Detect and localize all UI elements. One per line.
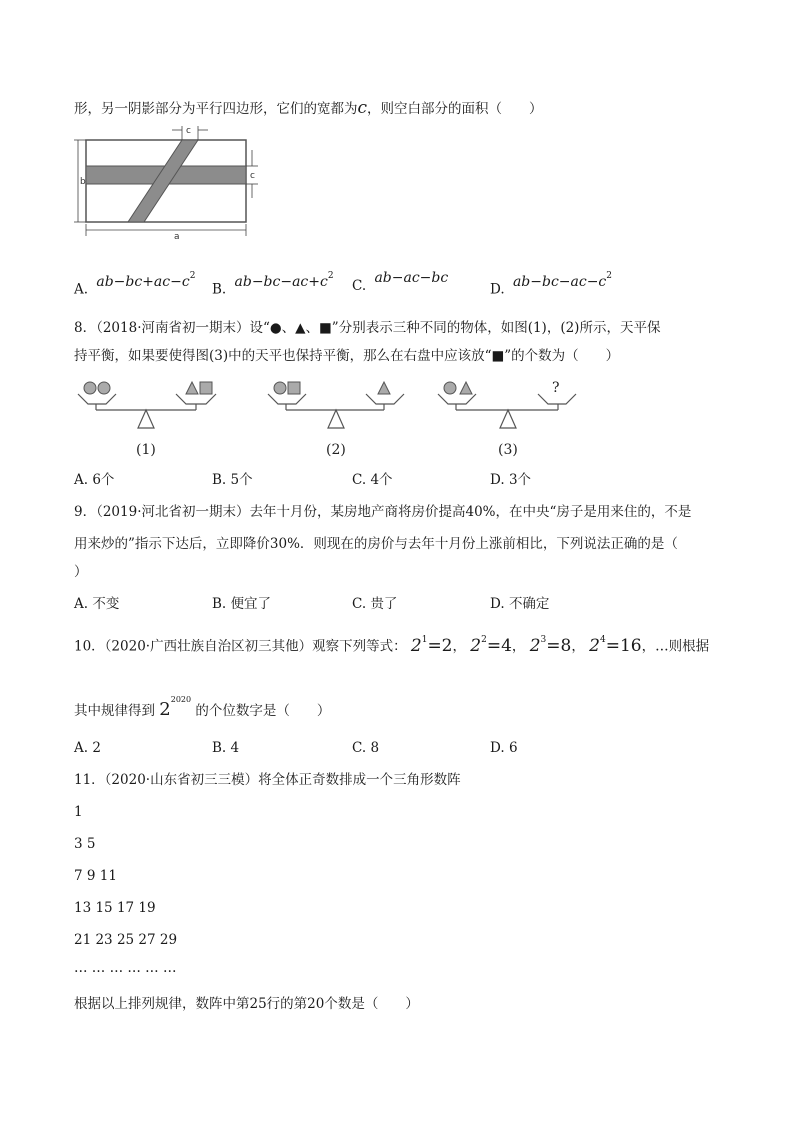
q7-option-c-expr: ab−ac−bc [374, 270, 449, 286]
q7-option-b [212, 271, 334, 300]
q9-option-a: A. 不变 [74, 596, 120, 612]
q10-stem: 10．（2020·广西壮族自治区初三其他）观察下列等式： [74, 638, 407, 655]
q7-option-d-exp: 2 [606, 271, 613, 281]
q10-option-d-text: 6 [508, 740, 518, 756]
q7-option-d-expr: ab−bc−ac−c [512, 273, 607, 290]
q8-option-c: C. 4个 [352, 472, 393, 488]
q8-label-3: (3) [498, 442, 518, 458]
circle-icon [98, 382, 110, 394]
q7-option-a-letter: A. [74, 281, 89, 298]
q8-option-a-text: 6个 [92, 472, 115, 488]
q9-option-b: B. 便宜了 [212, 596, 272, 612]
q9-line-2: 用来炒的”指示下达后，立即降价30%．则现在的房价与去年十月份上涨前相比，下列说法正确的是（ [74, 536, 678, 552]
q8-balance-2 [268, 394, 404, 428]
q7-label-c-top: c [186, 126, 191, 136]
q8-option-b: B. 5个 [212, 472, 253, 488]
q7-option-b-expr: ab−bc−ac+c [234, 273, 328, 290]
q8-label-2: (2) [326, 442, 346, 458]
q10-option-c-text: 8 [370, 740, 380, 756]
q8-option-a: A. 6个 [74, 472, 115, 488]
q11-row-ellipsis: … … … … … … [74, 960, 177, 976]
q9-line-1: 9．（2019·河北省初一期末）去年十月份，某房地产商将房价提高40%，在中央“房子是用来住的，不是 [74, 504, 692, 520]
q10-line-2-text-b: 的个位数字是（ ） [195, 703, 331, 719]
q7-label-b: b [80, 177, 86, 187]
q11-row-5: 21 23 25 27 29 [74, 932, 178, 948]
q10-line-2: 其中规律得到 $2^{2020}$ 的个位数字是（ ） [74, 695, 331, 720]
triangle-icon [186, 382, 198, 394]
q11-question: 根据以上排列规律，数阵中第25行的第20个数是（ ） [74, 996, 419, 1012]
q7-label-c-right: c [250, 171, 255, 181]
q11-line-1: 11．（2020·山东省初三三模）将全体正奇数排成一个三角形数阵 [74, 772, 461, 788]
q7-option-b-letter: B. [212, 281, 227, 298]
q11-row-4: 13 15 17 19 [74, 900, 156, 916]
triangle-icon [378, 382, 390, 394]
q11-row-3: 7 9 11 [74, 868, 117, 884]
q10-eq-1: =2 [427, 635, 453, 656]
q8-balance-3 [438, 394, 576, 428]
q10-line-1: 10．（2020·广西壮族自治区初三其他）观察下列等式： $2^1=2$， $2^2=4$， $2^3=8$， $2^4=16$，…则根据 [74, 635, 710, 656]
q10-eq-4: =16 [605, 635, 642, 656]
circle-icon [84, 382, 96, 394]
square-icon [288, 382, 300, 394]
q10-option-c: C. 8 [352, 740, 380, 756]
q8-line-2: 持平衡，如果要使得图(3)中的天平也保持平衡，那么在右盘中应该放“■”的个数为（ ） [74, 348, 620, 364]
q10-eq-2: =4 [486, 635, 512, 656]
triangle-icon [460, 382, 472, 394]
q7-stem-var: c [357, 98, 368, 118]
q11-row-1: 1 [74, 804, 83, 820]
q9-option-d-text: 不确定 [508, 596, 550, 612]
q10-eq-3: =8 [546, 635, 572, 656]
q8-question-mark: ? [552, 380, 560, 396]
q7-option-d [490, 271, 613, 300]
q7-option-c [352, 270, 449, 296]
q7-stem-text-a: 形，另一阴影部分为平行四边形，它们的宽都为 [74, 101, 358, 117]
q10-option-a-text: 2 [92, 740, 101, 756]
q7-option-a-exp: 2 [189, 271, 196, 281]
q7-option-d-letter: D. [490, 281, 505, 298]
q7-option-c-letter: C. [352, 278, 367, 294]
q7-option-a [74, 271, 196, 300]
q9-line-3: ） [74, 564, 88, 580]
q10-option-a: A. 2 [74, 740, 101, 756]
q8-option-c-text: 4个 [370, 472, 393, 488]
q9-option-c-text: 贵了 [370, 596, 398, 612]
q8-option-d: D. 3个 [490, 472, 532, 488]
q8-option-b-text: 5个 [230, 472, 253, 488]
q8-line-1: 8．（2018·河南省初一期末）设“●、▲、■”分别表示三种不同的物体，如图(1)，(2)所示，天平保 [74, 320, 661, 336]
q10-exp-2020: 2020 [170, 695, 192, 704]
q10-option-b: B. 4 [212, 740, 240, 756]
q10-line-2-text-a: 其中规律得到 [74, 703, 155, 719]
q7-option-a-expr: ab−bc+ac−c [96, 273, 190, 290]
circle-icon [274, 382, 286, 394]
q8-option-d-text: 3个 [508, 472, 532, 488]
q8-label-1: (1) [136, 442, 156, 458]
q11-row-2: 3 5 [74, 836, 96, 852]
q7-label-a: a [174, 232, 180, 242]
circle-icon [444, 382, 456, 394]
q10-option-d: D. 6 [490, 740, 518, 756]
q7-stem [74, 98, 543, 119]
q9-option-c: C. 贵了 [352, 596, 398, 612]
q9-option-b-text: 便宜了 [230, 596, 272, 612]
q7-stem-text-b: ，则空白部分的面积（ ） [367, 101, 543, 117]
q9-option-d: D. 不确定 [490, 596, 550, 612]
q9-option-a-text: 不变 [92, 596, 120, 612]
q10-stem-tail: ，…则根据 [641, 638, 710, 655]
q8-balance-figure [72, 376, 592, 460]
q7-rectangle-figure [70, 122, 260, 244]
q7-option-b-exp: 2 [327, 271, 334, 281]
square-icon [200, 382, 212, 394]
q10-option-b-text: 4 [230, 740, 240, 756]
q8-balance-1 [78, 394, 216, 428]
